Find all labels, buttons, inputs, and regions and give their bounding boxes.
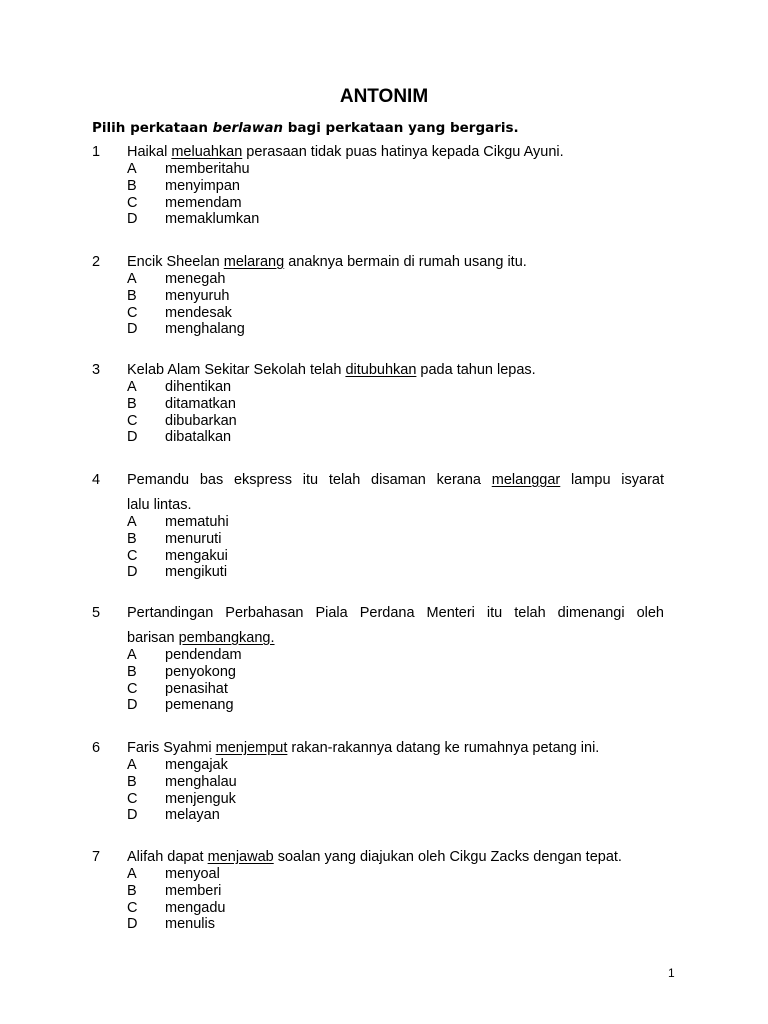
question-7 (92, 849, 664, 933)
option-text: penyokong (165, 663, 236, 680)
option-a (92, 647, 664, 664)
option-letter: A (127, 271, 137, 287)
question-number: 5 (92, 605, 101, 621)
question-text-continuation (92, 630, 664, 647)
question-text-before: Pemandu bas ekspress itu telah disaman kerana (127, 472, 492, 488)
option-c (92, 305, 664, 322)
question-text-before: Kelab Alam Sekitar Sekolah telah (127, 362, 346, 378)
option-letter: C (127, 304, 138, 321)
question-text-continuation: lalu lintas. (127, 497, 192, 513)
option-d (92, 321, 664, 338)
option-text: mengakui (165, 547, 228, 564)
option-c (92, 791, 664, 808)
question-number: 2 (92, 254, 101, 270)
option-text: mengajak (165, 757, 228, 773)
option-a (92, 866, 664, 883)
option-text: dibatalkan (165, 429, 232, 446)
option-letter: B (127, 773, 137, 790)
option-text: memberitahu (165, 161, 250, 177)
underlined-word: meluahkan (171, 144, 243, 160)
option-text: mendesak (165, 304, 232, 321)
option-text: memaklumkan (165, 211, 260, 228)
option-b (92, 883, 664, 900)
option-text: ditamatkan (165, 395, 236, 412)
option-a (92, 514, 664, 531)
option-letter: D (127, 564, 138, 581)
option-letter: A (127, 161, 137, 177)
option-text: melayan (165, 807, 220, 824)
option-letter: C (127, 899, 138, 916)
option-letter: C (127, 790, 138, 807)
question-text-after: anaknya bermain di rumah usang itu. (284, 254, 527, 270)
option-text: menyimpan (165, 177, 240, 194)
underlined-word: melanggar (491, 472, 561, 488)
option-text: mengadu (165, 899, 226, 916)
page-title: ANTONIM (339, 86, 429, 107)
option-text: dibubarkan (165, 412, 237, 429)
question-text (127, 472, 664, 489)
option-b (92, 664, 664, 681)
option-text: pendendam (165, 647, 242, 663)
option-letter: B (127, 177, 137, 194)
option-b (92, 396, 664, 413)
option-letter: D (127, 429, 138, 446)
option-text: memendam (165, 194, 242, 211)
option-c (92, 548, 664, 565)
question-2 (92, 254, 664, 338)
option-letter: D (127, 321, 138, 338)
option-text: menghalang (165, 321, 245, 338)
option-letter: A (127, 647, 137, 663)
option-c (92, 900, 664, 917)
option-d (92, 697, 664, 714)
question-text: Pertandingan Perbahasan Piala Perdana Menteri itu telah dimenangi oleh (127, 605, 664, 621)
option-a (92, 271, 664, 288)
question-text-before: Alifah dapat (127, 849, 208, 865)
option-letter: C (127, 412, 138, 429)
instruction (92, 120, 519, 136)
question-6 (92, 740, 664, 824)
option-text: mengikuti (165, 564, 228, 581)
option-b (92, 774, 664, 791)
option-text: pemenang (165, 697, 234, 714)
option-c (92, 195, 664, 212)
option-text: mematuhi (165, 514, 229, 530)
option-letter: C (127, 680, 138, 697)
question-text (127, 362, 664, 379)
underlined-word: menjemput (215, 740, 288, 756)
question-4 (92, 472, 664, 581)
option-a (92, 757, 664, 774)
option-text: memberi (165, 882, 222, 899)
question-number: 7 (92, 849, 101, 865)
page-number: 1 (668, 966, 675, 980)
question-text-before: Haikal (127, 144, 172, 160)
option-b (92, 178, 664, 195)
option-d (92, 807, 664, 824)
option-text: menyoal (165, 866, 220, 882)
question-number: 3 (92, 362, 101, 378)
option-letter: B (127, 530, 137, 547)
option-text: menulis (165, 916, 215, 933)
question-text (127, 144, 664, 161)
underlined-word: menjawab (207, 849, 274, 865)
option-c (92, 681, 664, 698)
question-3 (92, 362, 664, 446)
underlined-word: ditubuhkan (345, 362, 417, 378)
instruction-before: Pilih perkataan (92, 120, 213, 136)
option-c (92, 413, 664, 430)
question-text (127, 254, 664, 271)
option-letter: A (127, 757, 137, 773)
option-text: menjenguk (165, 790, 236, 807)
question-text-after: lampu isyarat (560, 472, 664, 488)
option-b (92, 288, 664, 305)
underlined-word: melarang (223, 254, 285, 270)
option-letter: C (127, 547, 138, 564)
option-letter: B (127, 287, 137, 304)
option-letter: D (127, 916, 138, 933)
instruction-emphasis: berlawan (212, 120, 284, 136)
question-text (127, 849, 664, 866)
option-text: menghalau (165, 773, 237, 790)
option-letter: D (127, 697, 138, 714)
question-5 (92, 605, 664, 714)
question-text-before: barisan (127, 630, 179, 646)
question-number: 1 (92, 144, 101, 160)
option-text: menyuruh (165, 287, 230, 304)
question-text-after: soalan yang diajukan oleh Cikgu Zacks dengan tepat. (273, 849, 622, 865)
option-letter: C (127, 194, 138, 211)
question-text (127, 740, 664, 757)
question-text-after: perasaan tidak puas hatinya kepada Cikgu Ayuni. (242, 144, 564, 160)
option-text: penasihat (165, 680, 228, 697)
question-text-after: pada tahun lepas. (416, 362, 536, 378)
option-text: dihentikan (165, 379, 232, 395)
option-letter: B (127, 395, 137, 412)
option-letter: B (127, 663, 137, 680)
option-letter: B (127, 882, 137, 899)
question-text-after: rakan-rakannya datang ke rumahnya petang ini. (287, 740, 600, 756)
question-number: 4 (92, 472, 101, 488)
instruction-after: bagi perkataan yang bergaris. (283, 120, 519, 136)
option-d (92, 564, 664, 581)
option-d (92, 211, 664, 228)
option-d (92, 429, 664, 446)
question-1 (92, 144, 664, 228)
option-text: menegah (165, 271, 226, 287)
option-a (92, 379, 664, 396)
option-letter: A (127, 514, 137, 530)
option-letter: A (127, 866, 137, 882)
option-d (92, 916, 664, 933)
underlined-word: pembangkang. (178, 630, 275, 646)
option-letter: A (127, 379, 137, 395)
question-text-before: Encik Sheelan (127, 254, 224, 270)
option-letter: D (127, 807, 138, 824)
question-number: 6 (92, 740, 101, 756)
option-letter: D (127, 211, 138, 228)
option-b (92, 531, 664, 548)
option-a (92, 161, 664, 178)
option-text: menuruti (165, 530, 222, 547)
question-text-before: Faris Syahmi (127, 740, 216, 756)
